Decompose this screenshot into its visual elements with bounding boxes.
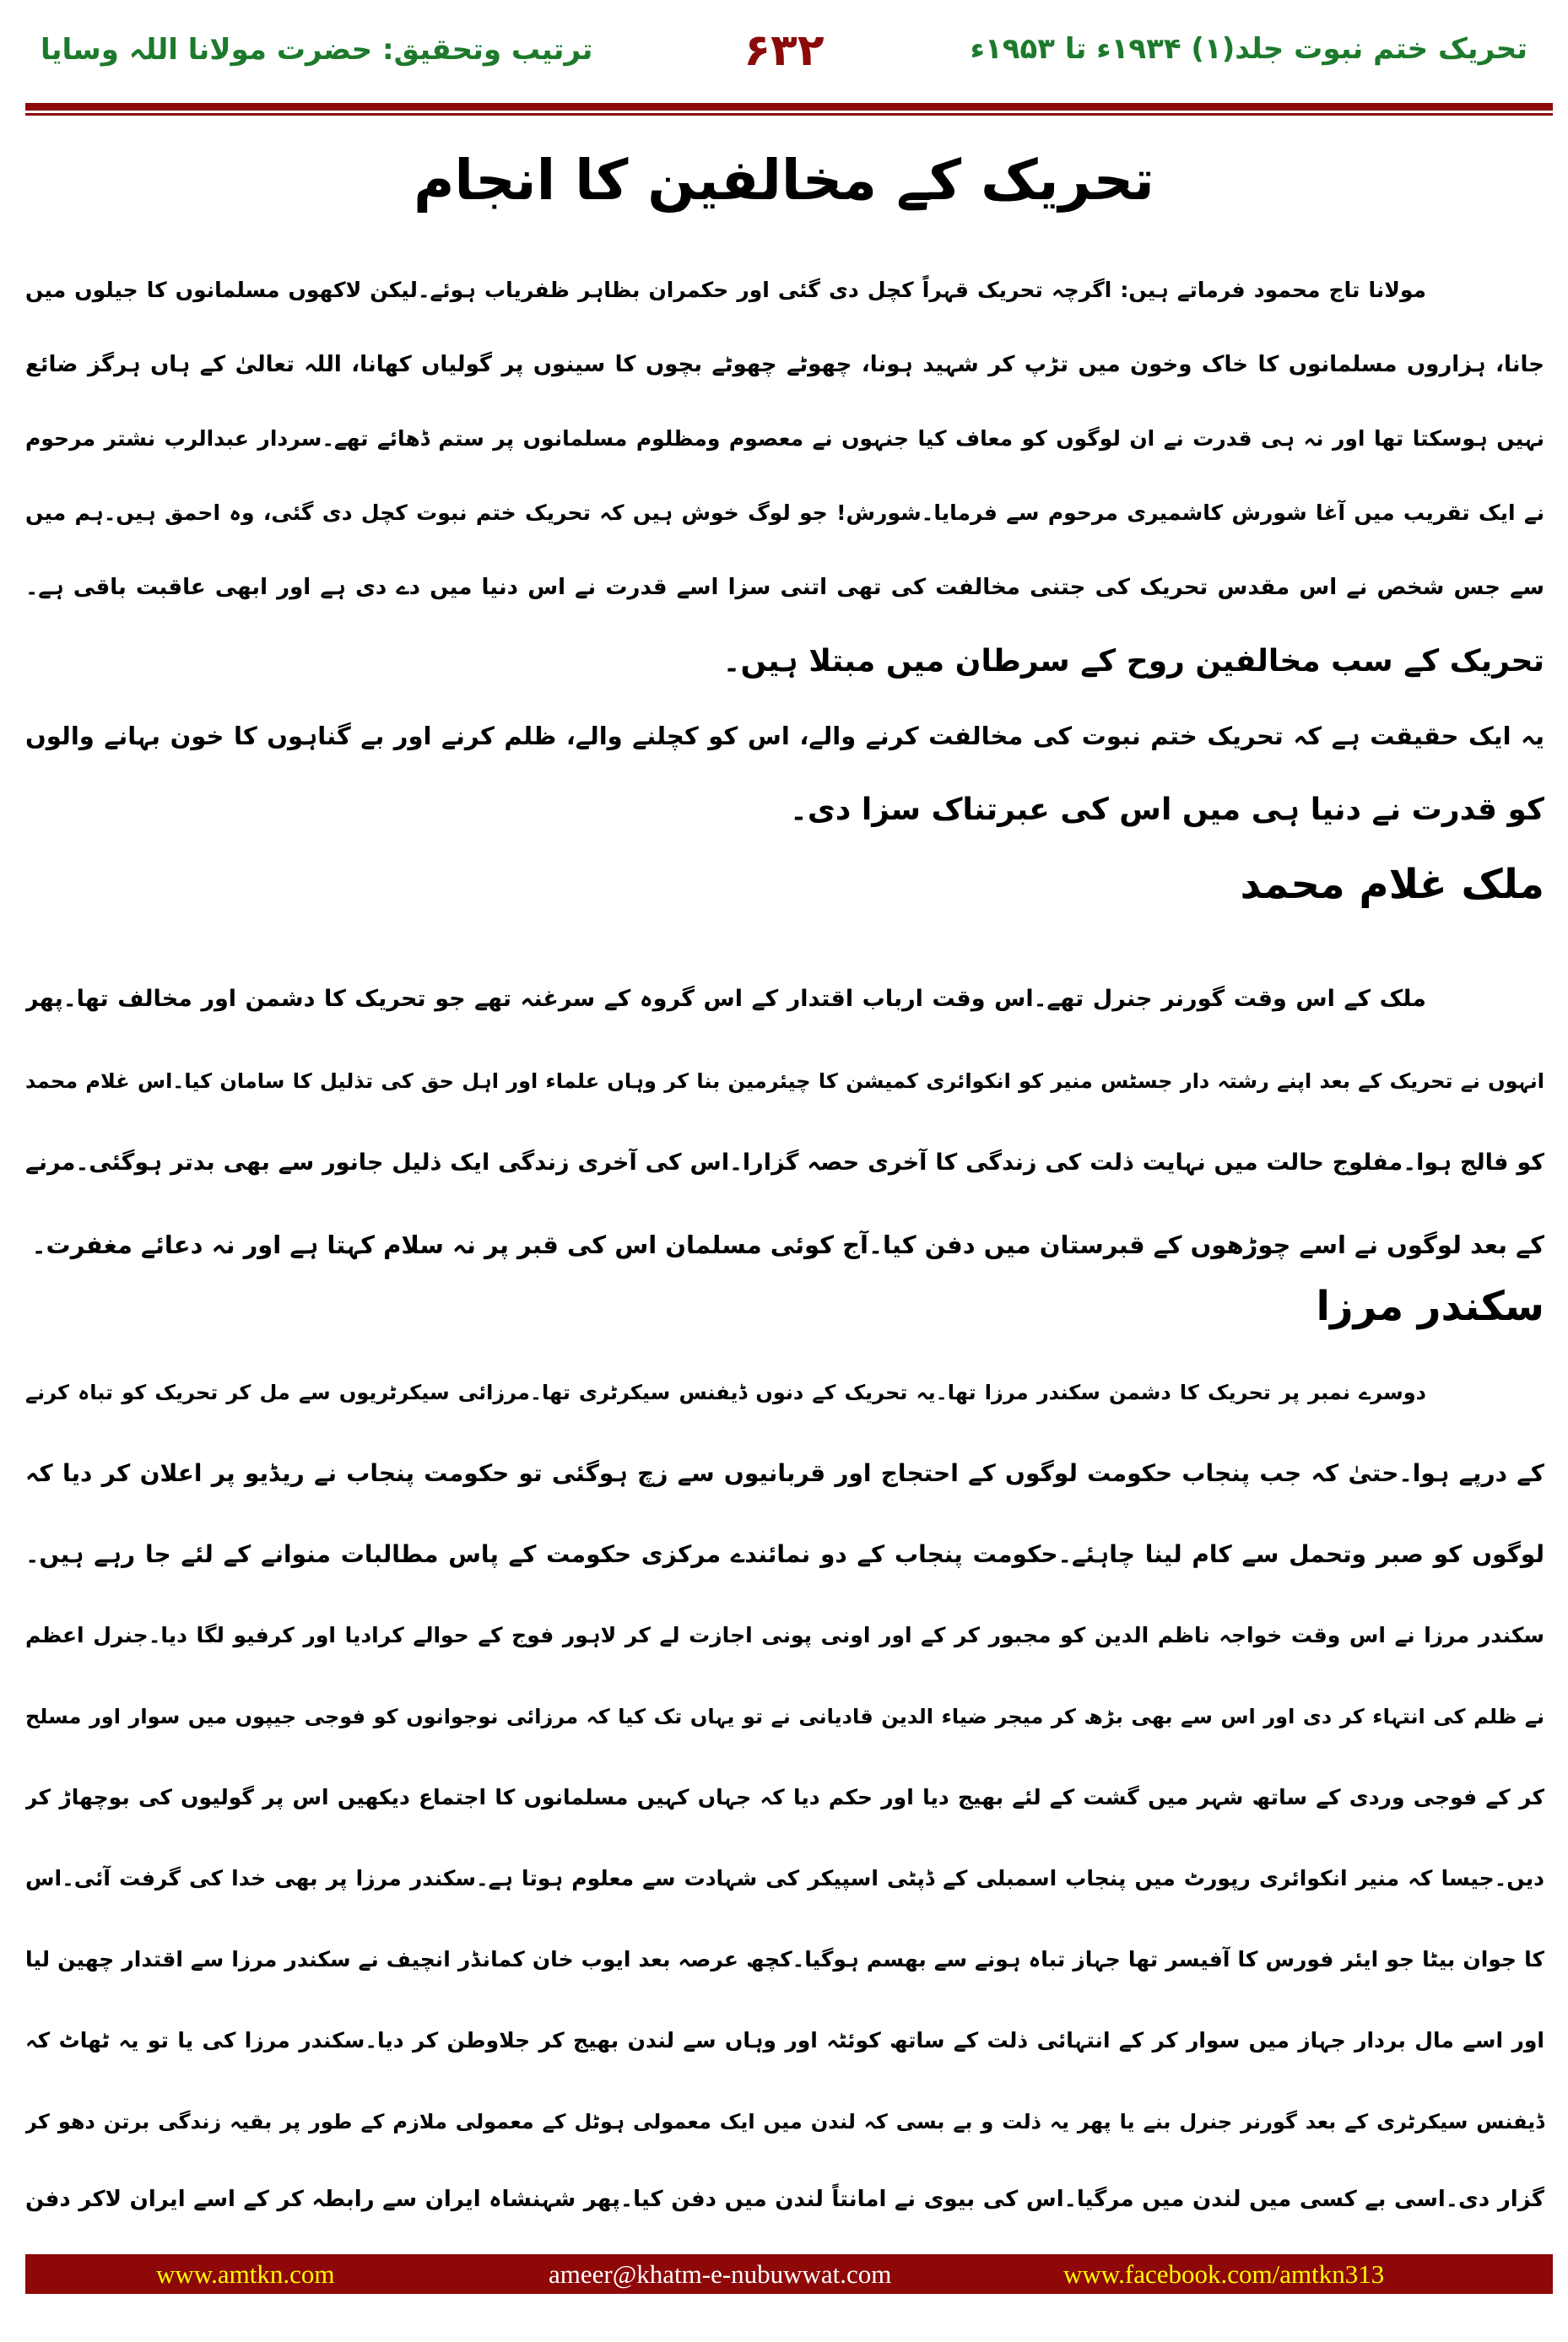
paragraph-line: تحریک کے سب مخالفین روح کے سرطان میں مبتلا ہیں۔ [722,644,1544,679]
paragraph-line: یہ ایک حقیقت ہے کہ تحریک ختم نبوت کی مخالفت کرنے والے، اس کو کچلنے والے، ظلم کرنے اور بے گناہوں کا خون بہانے والوں [25,722,1544,750]
paragraph-line: کے درپے ہوا۔حتیٰ کہ جب پنجاب حکومت لوگوں کے احتجاج اور قربانیوں سے زچ ہوگئی تو حکومت پنجاب نے ریڈیو پر اعلان کر دیا کہ [25,1459,1544,1487]
website-link[interactable]: www.amtkn.com [156,2259,335,2289]
paragraph-line: کا جوان بیٹا جو ایئر فورس کا آفیسر تھا جہاز تباہ ہونے سے بھسم ہوگیا۔کچھ عرصہ بعد ایوب خان کمانڈر انچیف نے سکندر مرزا سے اقتدار چھین لیا [25,1947,1544,1971]
header-divider-thick [25,103,1553,111]
paragraph-line: مولانا تاج محمود فرماتے ہیں: اگرچہ تحریک قہراً کچل دی گئی اور حکمران بظاہر ظفریاب ہوئے۔لیکن لاکھوں مسلمانوں کا جیلوں میں [25,278,1426,302]
paragraph-line: ڈیفنس سیکرٹری کے بعد گورنر جنرل بنے یا پھر یہ ذلت و بے بسی کہ لندن میں ایک معمولی ہوٹل کے معمولی ملازم کے طور پر بقیہ زندگی برتن دھو کر [25,2110,1544,2134]
paragraph-line: دوسرے نمبر پر تحریک کا دشمن سکندر مرزا تھا۔یہ تحریک کے دنوں ڈیفنس سیکرٹری تھا۔مرزائی سیکرٹریوں سے مل کر تحریک کو تباہ کرنے [25,1381,1426,1404]
paragraph-line: نے ظلم کی انتہاء کر دی اور اس سے بھی بڑھ کر میجر ضیاء الدین قادیانی نے تو یہاں تک کیا کہ مرزائی نوجوانوں کو فوجی جیپوں میں سوار اور مسلح [25,1705,1544,1728]
section-heading: سکندر مرزا [1316,1283,1544,1330]
paragraph-line: کو قدرت نے دنیا ہی میں اس کی عبرتناک سزا دی۔ [789,792,1544,827]
paragraph-line: ملک کے اس وقت گورنر جنرل تھے۔اس وقت ارباب اقتدار کے اس گروہ کے سرغنہ تھے جو تحریک کا دشمن اور مخالف تھا۔پھر [25,986,1426,1012]
compiler-credit: ترتیب وتحقیق: حضرت مولانا اللہ وسایا [41,33,593,67]
paragraph-line: جانا، ہزاروں مسلمانوں کا خاک وخون میں تڑپ کر شہید ہونا، چھوٹے چھوٹے بچوں کا سینوں پر گولیاں کھانا، اللہ تعالیٰ کے ہاں ہرگز ضائع [25,352,1544,377]
page-title: تحریک کے مخالفین کا انجام [414,148,1154,213]
section-heading: ملک غلام محمد [1240,861,1544,908]
paragraph-line: دیں۔جیسا کہ منیر انکوائری رپورٹ میں پنجاب اسمبلی کے ڈپٹی اسپیکر کی شہادت سے معلوم ہوتا ہے۔سکندر مرزا پر بھی خدا کی گرفت آئی۔اس [25,1866,1544,1890]
book-title: تحریک ختم نبوت جلد(۱) ۱۹۳۴ء تا ۱۹۵۳ء [970,32,1527,66]
paragraph-line: گزار دی۔اسی بے کسی میں لندن میں مرگیا۔اس کی بیوی نے امانتاً لندن میں دفن کیا۔پھر شہنشاہ ایران سے رابطہ کر کے اسے ایران لاکر دفن [25,2187,1544,2212]
paragraph-line: کو فالج ہوا۔مفلوج حالت میں نہایت ذلت کی زندگی کا آخری حصہ گزارا۔اس کی آخری زندگی ایک ذلیل جانور سے بھی بدتر ہوگئی۔مرنے [25,1149,1544,1176]
paragraph-line: سکندر مرزا نے اس وقت خواجہ ناظم الدین کو مجبور کر کے اور اونی پونی اجازت لے کر لاہور فوج کے حوالے کرادیا اور کرفیو لگا دیا۔جنرل اعظم [25,1623,1544,1647]
paragraph-line: نے ایک تقریب میں آغا شورش کاشمیری مرحوم سے فرمایا۔شورش! جو لوگ خوش ہیں کہ تحریک ختم نبوت کچل دی گئی، وہ احمق ہیں۔ہم میں [25,500,1544,525]
paragraph-line: کر کے فوجی وردی کے ساتھ شہر میں گشت کے لئے بھیج دیا اور حکم دیا کہ جہاں کہیں مسلمانوں کا اجتماع دیکھیں اس پر گولیوں کی بوچھاڑ کر [25,1785,1544,1809]
paragraph-line: نہیں ہوسکتا تھا اور نہ ہی قدرت نے ان لوگوں کو معاف کیا جنہوں نے معصوم ومظلوم مسلمانوں پر ستم ڈھائے تھے۔سردار عبدالرب نشتر مرحوم [25,426,1544,451]
paragraph-line: سے جس شخص نے اس مقدس تحریک کی جتنی مخالفت کی تھی اتنی سزا اسے قدرت نے اس دنیا میں دے دی ہے اور ابھی عاقبت باقی ہے۔ [25,575,1544,600]
paragraph-line: اور اسے مال بردار جہاز میں سوار کر کے انتہائی ذلت کے ساتھ کوئٹہ اور وہاں سے لندن بھیج کر جلاوطن کر دیا۔سکندر مرزا کی یا تو یہ ٹھاٹ کہ [25,2028,1544,2053]
paragraph-line: کے بعد لوگوں نے اسے چوڑھوں کے قبرستان میں دفن کیا۔آج کوئی مسلمان اس کی قبر پر نہ سلام کہتا ہے اور نہ دعائے مغفرت۔ [31,1230,1544,1259]
email-link[interactable]: ameer@khatm-e-nubuwwat.com [549,2259,892,2289]
page-number: ۶۳۲ [743,25,825,76]
header-divider-thin [25,113,1553,116]
footer-bar [25,2254,1553,2294]
paragraph-line: لوگوں کو صبر وتحمل سے کام لینا چاہئے۔حکومت پنجاب کے دو نمائندے مرکزی حکومت کے پاس مطالبات منوانے کے لئے جا رہے ہیں۔ [25,1540,1544,1568]
facebook-link[interactable]: www.facebook.com/amtkn313 [1063,2259,1385,2289]
paragraph-line: انہوں نے تحریک کے بعد اپنے رشتہ دار جسٹس منیر کو انکوائری کمیشن کا چیئرمین بنا کر وہاں علماء اور اہل حق کی تذلیل کا سامان کیا۔اس غلام محمد [25,1069,1544,1093]
